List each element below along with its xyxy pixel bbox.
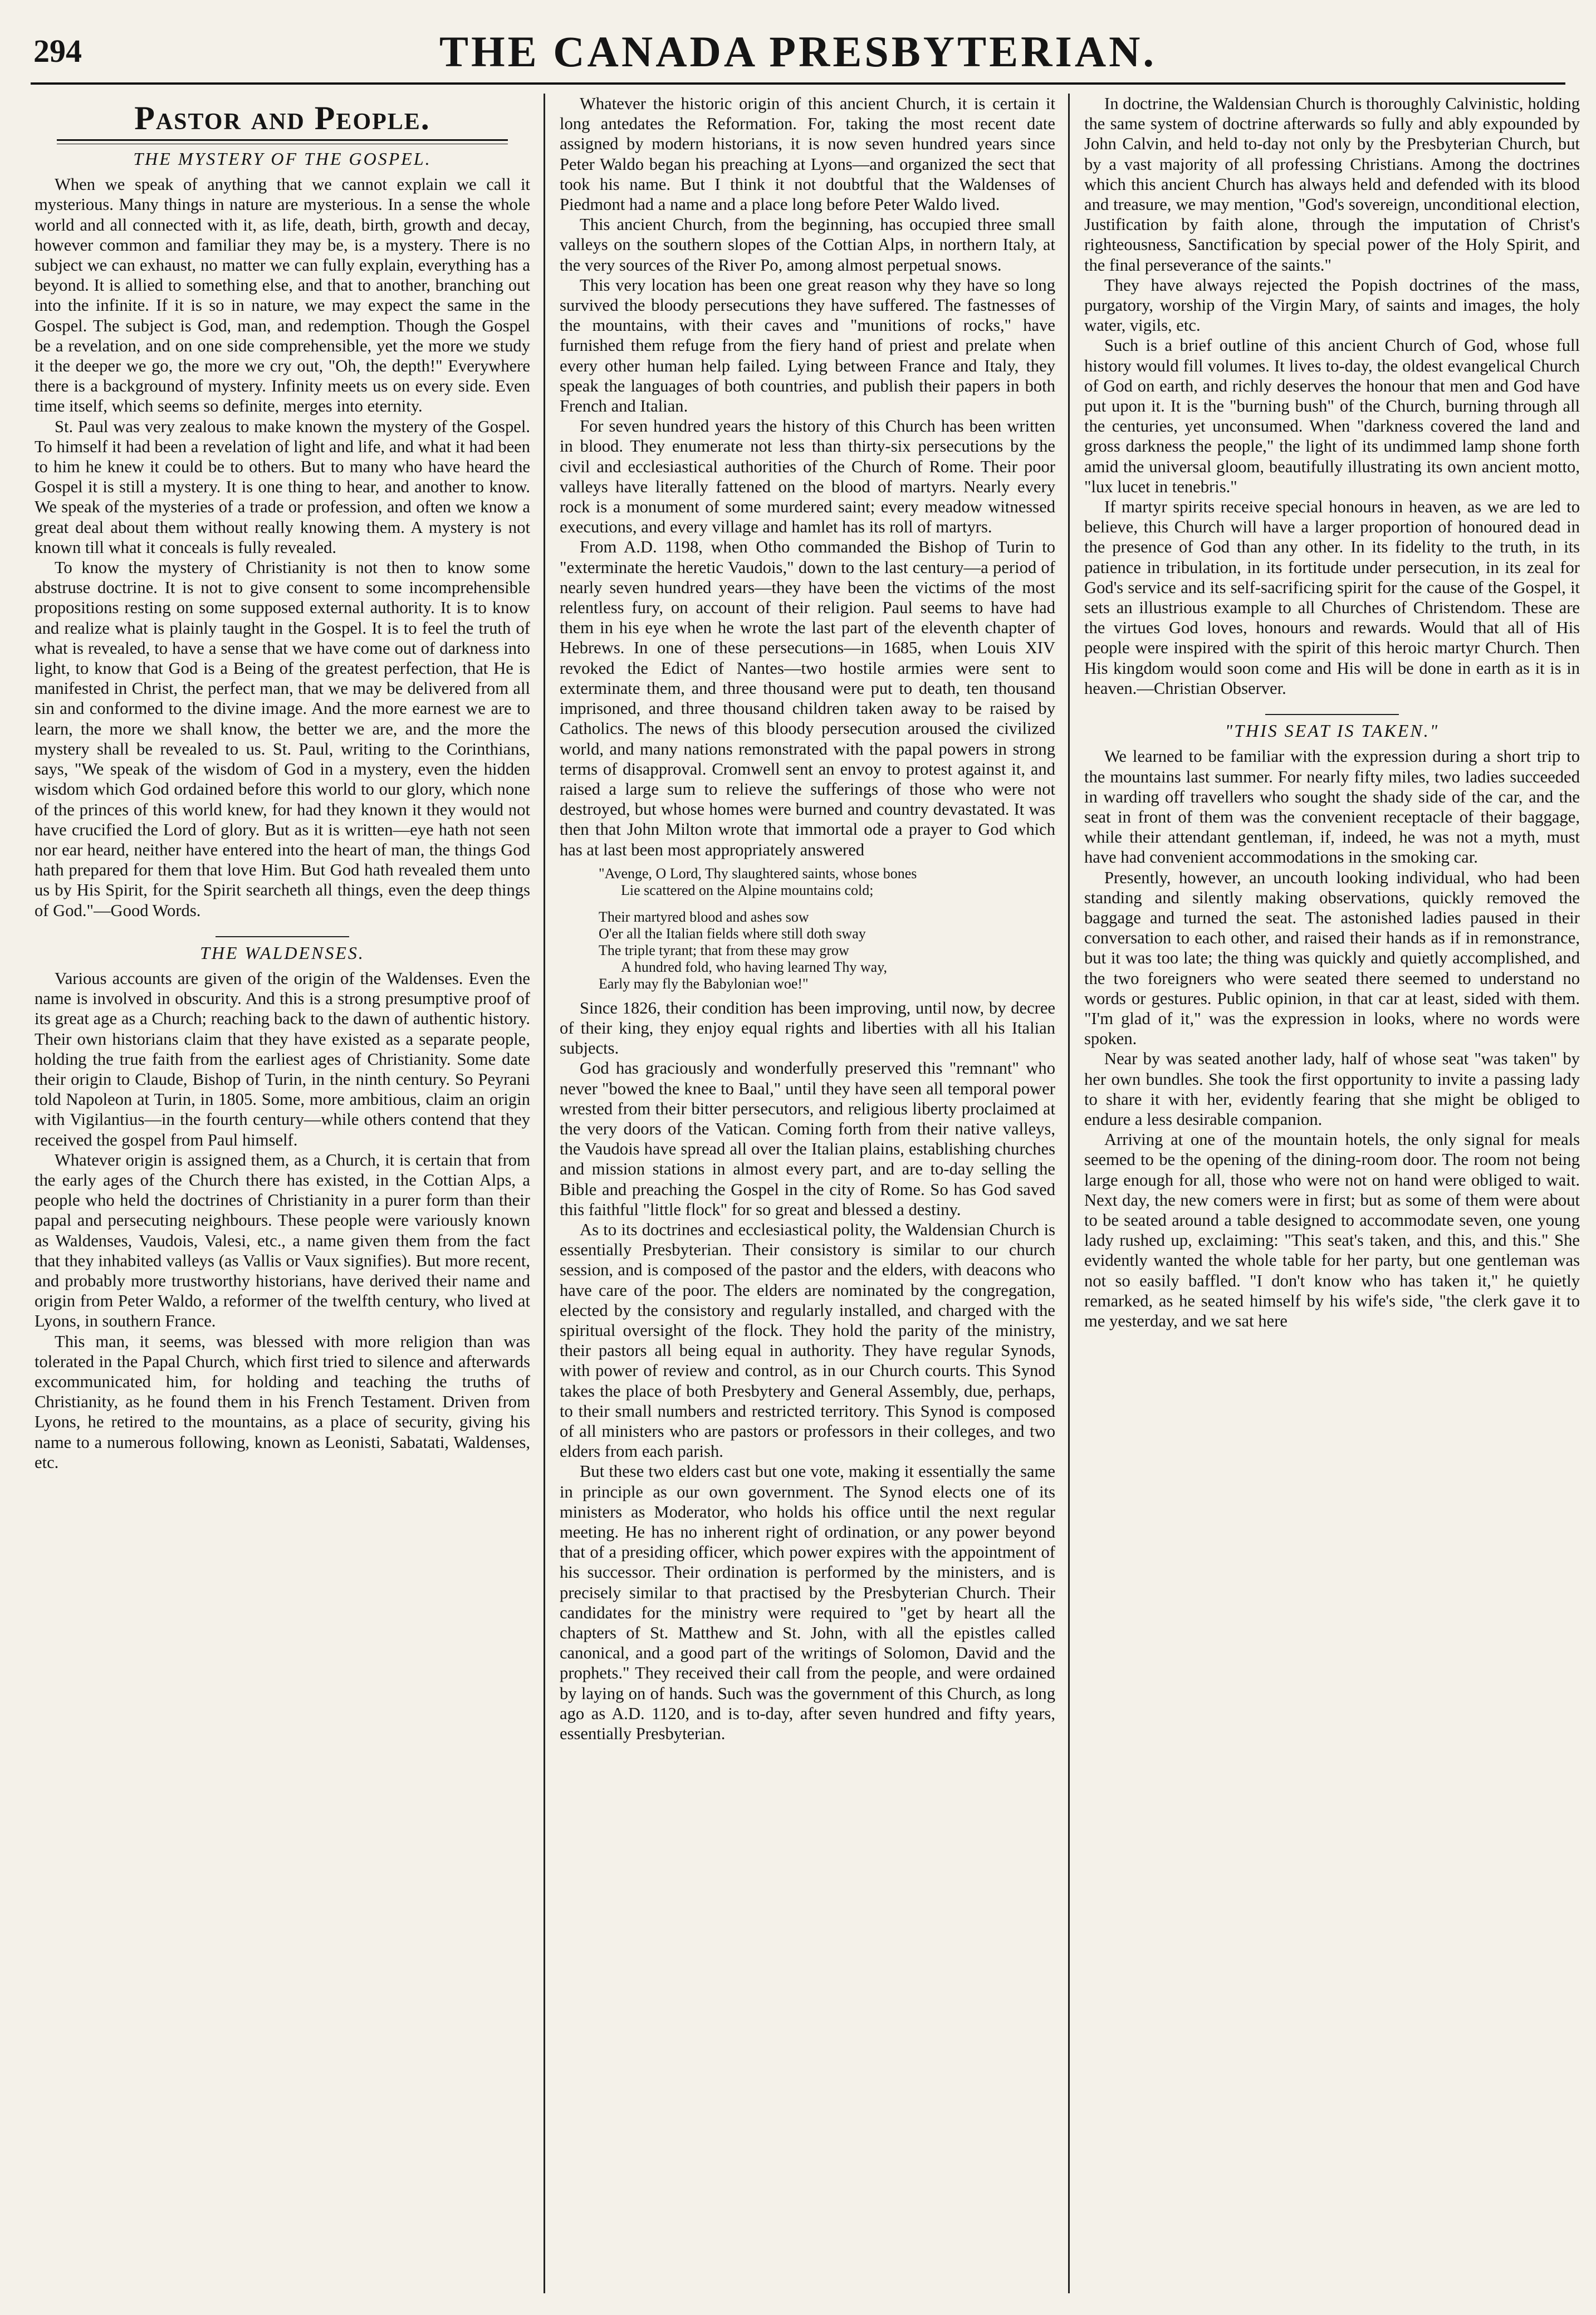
milton-poem — [560, 865, 1055, 992]
article-title-waldenses: THE WALDENSES. — [200, 942, 365, 963]
column-3 — [1084, 94, 1580, 2293]
journal-title: THE CANADA PRESBYTERIAN. — [439, 27, 1157, 76]
article-rule — [1265, 714, 1399, 715]
poem-line: A hundred fold, who having learned Thy way, — [621, 958, 888, 975]
poem-line: O'er all the Italian fields where still doth sway — [599, 925, 866, 942]
paragraph: This very location has been one great reason why they have so long survived the bloody persecutions they have suffered. The fastnesses of the mountains, with their caves and "munitions of rocks," have furnished them refuge from the fiery hand of priest and prelate when every other human help failed. Lying between France and Italy, they speak the languages of both countries, and publish their papers in both French and Italian. — [560, 275, 1055, 416]
paragraph: As to its doctrines and ecclesiastical polity, the Waldensian Church is essentially Presbyterian. Their consistory is similar to our church session, and is composed of the pastor and the elders, with deacons who have care of the poor. The elders are nominated by the congregation, elected by the consistory and regularly installed, and charged with the spiritual oversight of the flock. They hold the parity of the ministry, their pastors all being equal in authority. They have regular Synods, with power of review and control, as in our Church courts. This Synod takes the place of both Presbytery and General Assembly, due, perhaps, to their small numbers and restricted territory. This Synod is composed of all ministers who are pastors or professors in their colleges, and two elders from each parish. — [560, 1220, 1055, 1461]
article-title-this-seat: "THIS SEAT IS TAKEN." — [1225, 721, 1440, 741]
paragraph: We learned to be familiar with the expression during a short trip to the mountains last summer. For nearly fifty miles, two ladies succeeded in warding off travellers who sought the shady side of the car, and the seat in front of them was the convenient receptacle of their baggage, while their attendant gentleman, if, indeed, he was not a myth, must have had convenient accommodations in the smoking car. — [1084, 747, 1580, 867]
running-head — [33, 25, 1563, 80]
poem-line: Early may fly the Babylonian woe!" — [599, 975, 809, 992]
poem-gap — [560, 899, 1055, 909]
paragraph: For seven hundred years the history of this Church has been written in blood. They enumerate not less than thirty-six persecutions by the civil and ecclesiastical authorities of the Church of Rome. Their poor valleys have literally fattened on the blood of martyrs. Nearly every rock is a monument of some murdered saint; every meadow witnessed executions, and every village and hamlet has its roll of martyrs. — [560, 417, 1055, 537]
paragraph: They have always rejected the Popish doctrines of the mass, purgatory, worship of the Virgin Mary, of saints and images, the holy water, vigils, etc. — [1084, 275, 1580, 335]
article-title-mystery: THE MYSTERY OF THE GOSPEL. — [133, 149, 432, 169]
department-heading: Pastor and People. — [134, 100, 430, 136]
paragraph: St. Paul was very zealous to make known the mystery of the Gospel. To himself it had been a revelation of light and life, and what it had been to him he knew it could be to others. But to many who have heard the Gospel it is still a mystery. It is one thing to hear, and another to know. We speak of the mysteries of a trade or profession, and often we know a great deal about them without really knowing them. A mystery is not known till what it conceals is fully revealed. — [35, 417, 530, 557]
paragraph: Such is a brief outline of this ancient Church of God, whose full history would fill volumes. It lives to-day, the oldest evangelical Church of God on earth, and richly deserves the honour that men and God have put upon it. It is the "burning bush" of the Church, burning through all the centuries, yet unconsumed. When "darkness covered the land and gross darkness the people," the light of its undimmed lamp shone forth amid the universal gloom, beautifully illustrating its own ancient motto, "lux lucet in tenebris." — [1084, 336, 1580, 496]
article-rule — [216, 936, 349, 937]
department-rule — [57, 139, 508, 144]
paragraph: If martyr spirits receive special honours in heaven, as we are led to believe, this Church will have a larger proportion of honoured dead in the presence of God than any other. In its fidelity to the truth, in its patience in tribulation, in its fortitude under persecution, in its zeal for God's service and its self-sacrificing spirit for the cause of the Gospel, it sets an illustrious example to all Churches of Christendom. These are the virtues God loves, honours and rewards. Would that all of His people were inspired with the spirit of this heroic martyr Church. Then His kingdom would soon come and His will be done in earth as it is in heaven.—Christian Observer. — [1084, 497, 1580, 698]
paragraph: Various accounts are given of the origin of the Waldenses. Even the name is involved in obscurity. And this is a strong presumptive proof of its great age as a Church; reaching back to the dawn of authentic history. Their own historians claim that they have existed as a separate people, holding the true faith from the earliest ages of Christianity. Some date their origin to Claude, Bishop of Turin, in the ninth century. So Peyrani told Napoleon at Turin, in 1805. Some, more ambitious, claim an origin with Vigilantius—in the fourth century—while others contend that they received the gospel from Paul himself. — [35, 968, 530, 1149]
paragraph: To know the mystery of Christianity is not then to know some abstruse doctrine. It is not to give consent to some incomprehensible propositions resting on some supposed external authority. It is to know and realize what is plainly taught in the Gospel. It is to feel the truth of what is revealed, to have a sense that we have come out of darkness into light, to know that God is a Being of the greatest perfection, that He is manifested in Christ, the perfect man, that we may be delivered from all sin and conformed to the divine image. And the more earnest we are to learn, the more we shall know, the better we are, and the more the mystery shall be revealed to us. St. Paul, writing to the Corinthians, says, "We speak of the wisdom of God in a mystery, even the hidden wisdom which God ordained before this world to our glory, which none of the princes of this world knew, for had they known it they would not have crucified the Lord of glory. But as it is written—eye hath not seen nor ear heard, neither have entered into the heart of man, the things God hath prepared for them that love Him. But God hath revealed them unto us by His Spirit, for the Spirit searcheth all things, even the deep things of God."—Good Words. — [35, 558, 530, 920]
paragraph: God has graciously and wonderfully preserved this "remnant" who never "bowed the knee to Baal," until they have seen all temporal power wrested from their bitter persecutors, and religious liberty proclaimed at the very doors of the Vatican. Coming forth from their native valleys, the Vaudois have spread all over the Italian plains, establishing churches and mission stations in almost every part, and are to-day selling the Bible and preaching the Gospel in the city of Rome. So has God saved this faithful "little flock" for so great and blessed a destiny. — [560, 1059, 1055, 1219]
paragraph: But these two elders cast but one vote, making it essentially the same in principle as our own government. The Synod elects one of its ministers as Moderator, who holds his office until the next regular meeting. He has no inherent right of ordination, or any power beyond that of a presiding officer, which power expires with the appointment of his successor. Their ordination is performed by the ministers, and is precisely similar to that practised by the Presbyterian Church. Their candidates for the ministry were required to "get by heart all the chapters of St. Matthew and St. John, with all the epistles called canonical, and a good part of the writings of Solomon, David and the prophets." They received their call from the people, and were ordained by laying on of hands. Such was the government of this Church, as long ago as A.D. 1120, and is to-day, after seven hundred and fifty years, essentially Presbyterian. — [560, 1462, 1055, 1744]
poem-line: "Avenge, O Lord, Thy slaughtered saints, whose bones — [599, 865, 917, 882]
poem-line: The triple tyrant; that from these may grow — [599, 942, 849, 958]
paragraph: Presently, however, an uncouth looking individual, who had been standing and silently making observations, quickly removed the baggage and turned the seat. The astonished ladies paused in their conversation to each other, and raised their hands as if in remonstrance, but it was too late; the thing was quickly and quietly accomplished, and the two foreigners who were seated there seemed to understand no words or gestures. Public opinion, in that car at least, sided with them. "I'm glad of it," was the expression in looks, where no words were spoken. — [1084, 868, 1580, 1049]
paragraph: In doctrine, the Waldensian Church is thoroughly Calvinistic, holding the same system of doctrine afterwards so fully and ably expounded by John Calvin, and held to-day not only by the Presbyterian Church, but by a vast majority of all professing Christians. Among the doctrines which this ancient Church has always held and defended with its blood and treasure, we may mention, "God's sovereign, unconditional election, Justification by faith alone, through the imputation of Christ's righteousness, Sanctification by special power of the Holy Spirit, and the final perseverance of the saints." — [1084, 94, 1580, 275]
paragraph: When we speak of anything that we cannot explain we call it mysterious. Many things in nature are mysterious. In a sense the whole world and all connected with it, as life, death, birth, growth and decay, however common and familiar they may be, is a mystery. There is no subject we can exhaust, no matter we can fully explain, everything has a beyond. It is allied to something else, and that to another, branching out into the infinite. If it is so in nature, we may expect the same in the Gospel. The subject is God, man, and redemption. Though the Gospel be a revelation, and on one side comprehensible, yet the more we study it the deeper we go, the more we cry out, "Oh, the depth!" Everywhere there is a background of mystery. Infinity meets us on every side. Even time itself, which seems so definite, merges into eternity. — [35, 175, 530, 416]
column-rule — [1068, 94, 1070, 2293]
paragraph: Near by was seated another lady, half of whose seat "was taken" by her own bundles. She took the first opportunity to invite a passing lady to share it with her, evidently fearing that she might be obliged to endure a less desirable companion. — [1084, 1049, 1580, 1129]
column-rule — [544, 94, 545, 2293]
paragraph: This man, it seems, was blessed with more religion than was tolerated in the Papal Church, which first tried to silence and afterwards excommunicated him, for holding and teaching the truths of Christianity, as he found them in his French Testament. Driven from Lyons, he retired to the mountains, as a place of security, giving his name to a numerous following, known as Leonisti, Sabatati, Waldenses, etc. — [35, 1332, 530, 1472]
poem-line: Lie scattered on the Alpine mountains cold; — [621, 882, 874, 898]
paragraph: From A.D. 1198, when Otho commanded the Bishop of Turin to "exterminate the heretic Vaudois," down to the last century—a period of nearly seven hundred years—they have been the victims of the most relentless fury, on account of their religion. Paul seems to have had them in his eye when he wrote the last part of the eleventh chapter of Hebrews. In one of these persecutions—in 1685, when Louis XIV revoked the Edict of Nantes—two hostile armies were sent to exterminate them, and three thousand were put to death, ten thousand imprisoned, and three thousand children taken away to be raised by Catholics. The news of this bloody persecution aroused the civilized world, and many nations remonstrated with the papal powers in strong terms of disapproval. Cromwell sent an envoy to protest against it, and raised a large sum to relieve the sufferings of those who were not destroyed, but whose homes were burned and country devastated. It was then that John Milton wrote that immortal ode a prayer to God which has at last been most appropriately answered — [560, 537, 1055, 859]
column-2 — [560, 94, 1055, 2293]
paragraph: Whatever the historic origin of this ancient Church, it is certain it long antedates the Reformation. For, taking the most recent date assigned by modern historians, it is now seven hundred years since Peter Waldo began his preaching at Lyons—and organized the sect that took his name. But I think it not doubtful that the Waldenses of Piedmont had a name and a place long before Peter Waldo lived. — [560, 94, 1055, 214]
page-number: 294 — [33, 33, 82, 69]
paragraph: Whatever origin is assigned them, as a Church, it is certain that from the early ages of the Church there has existed, in the Cottian Alps, a people who held the doctrines of Christianity in a purer form than their papal and persecuting neighbours. These people were variously known as Waldenses, Vaudois, Valesi, etc., a name given them from the fact that they inhabited valleys (as Vallis or Vaux signifies). But more recent, and probably more trustworthy historians, have derived their name and origin from Peter Waldo, a reformer of the twelfth century, who lived at Lyons, in southern France. — [35, 1150, 530, 1331]
paragraph: Arriving at one of the mountain hotels, the only signal for meals seemed to be the opening of the dining-room door. The room not being large enough for all, those who were not on hand were obliged to wait. Next day, the new comers were in first; but as some of them were about to be seated around a table designed to accommodate seven, one young lady rushed up, exclaiming: "This seat's taken, and this, and this." She evidently wanted the whole table for her party, but one gentleman was not so easily baffled. "I don't know who has taken it," he quietly remarked, as he seated himself by his wife's side, "the clerk gave it to me yesterday, and we sat here — [1084, 1130, 1580, 1330]
paragraph: Since 1826, their condition has been improving, until now, by decree of their king, they enjoy equal rights and liberties with all his Italian subjects. — [560, 998, 1055, 1058]
poem-line: Their martyred blood and ashes sow — [599, 908, 809, 925]
column-1 — [35, 94, 530, 2293]
paragraph: This ancient Church, from the beginning, has occupied three small valleys on the southern slopes of the Cottian Alps, in northern Italy, at the very sources of the River Po, among almost perpetual snows. — [560, 215, 1055, 275]
header-rule — [31, 82, 1565, 85]
